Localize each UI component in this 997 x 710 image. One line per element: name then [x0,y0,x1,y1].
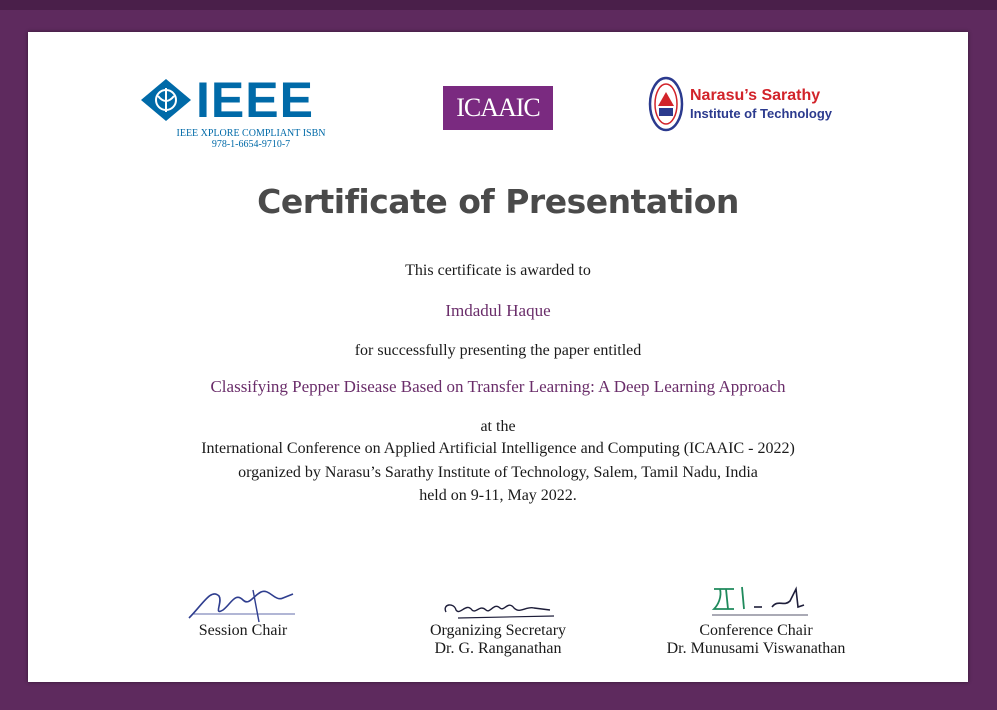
narasu-logo [648,76,888,132]
narasu-emblem-icon [648,76,684,132]
organizing-secretary-name: Dr. G. Ranganathan [434,640,562,657]
conference-chair-role: Conference Chair [699,622,813,639]
ieee-logo [140,72,326,150]
certificate-page [28,32,968,682]
awarded-to-text: This certificate is awarded to [405,262,591,279]
conference-chair-signature [704,581,824,617]
organizing-secretary-signature [438,590,558,624]
session-chair-signature-block [123,582,363,652]
icaaic-logo: ICAAIC [443,86,553,130]
conference-name: International Conference on Applied Artificial Intelligence and Computing (ICAAIC - 2022) [201,440,795,457]
held-on-text: held on 9-11, May 2022. [419,487,577,504]
ieee-isbn-number: 978-1-6654-9710-7 [211,139,291,150]
ieee-wordmark: IEEE [196,72,314,128]
recipient-name: Imdadul Haque [445,301,551,320]
window-top-bar [0,0,997,10]
session-chair-role: Session Chair [198,622,288,639]
conference-chair-signature-block [636,577,876,662]
narasu-subtitle: Institute of Technology [690,106,833,121]
session-chair-signature [183,582,303,626]
at-the-text: at the [480,418,516,435]
for-text: for successfully presenting the paper entitled [354,342,642,359]
paper-title: Classifying Pepper Disease Based on Transfer Learning: A Deep Learning Approach [210,377,786,396]
organized-by-text: organized by Narasu’s Sarathy Institute of Technology, Salem, Tamil Nadu, India [238,464,758,481]
ieee-isbn-label: IEEE XPLORE COMPLIANT ISBN [176,128,326,139]
organizing-secretary-role: Organizing Secretary [429,622,567,639]
narasu-name: Narasu’s Sarathy [690,87,821,104]
ieee-diamond-icon [140,78,192,122]
conference-chair-name: Dr. Munusami Viswanathan [666,640,846,657]
organizing-secretary-signature-block [378,582,618,662]
certificate-title: Certificate of Presentation [257,182,739,221]
